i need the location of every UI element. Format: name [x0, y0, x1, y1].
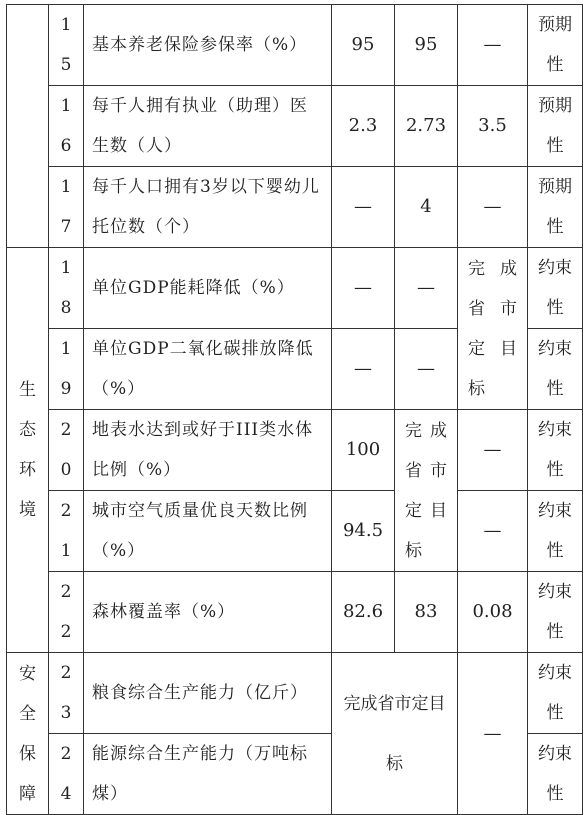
- table-row: [7, 572, 583, 653]
- average-value: —: [458, 5, 528, 86]
- nature-label: 约束性: [528, 410, 583, 491]
- indicator-name: 单位GDP二氧化碳排放降低（%）: [84, 329, 332, 410]
- nature-label: 约束性: [528, 572, 583, 653]
- row-number: 2 2: [49, 572, 84, 653]
- table-row: [7, 86, 583, 167]
- indicator-name: 单位GDP能耗降低（%）: [84, 248, 332, 329]
- row-number: 2 3: [49, 653, 84, 734]
- table-row: [7, 491, 583, 572]
- average-value: 3.5: [458, 86, 528, 167]
- row-number: 2 1: [49, 491, 84, 572]
- table-row: [7, 167, 583, 248]
- base-value: 100: [332, 410, 395, 491]
- indicator-name: 森林覆盖率（%）: [84, 572, 332, 653]
- indicator-table: [6, 4, 583, 815]
- target-value: 4: [395, 167, 458, 248]
- merged-goal-wide-cell: 完成省市定目标: [332, 653, 458, 815]
- base-value: —: [332, 329, 395, 410]
- indicator-name: 地表水达到或好于III类水体比例（%）: [84, 410, 332, 491]
- merged-target-cell: 完成省市定目标: [395, 410, 458, 572]
- indicator-name: 每千人口拥有3岁以下婴幼儿托位数（个）: [84, 167, 332, 248]
- average-value: —: [458, 410, 528, 491]
- indicator-name: 城市空气质量优良天数比例（%）: [84, 491, 332, 572]
- row-number: 1 8: [49, 248, 84, 329]
- nature-label: 约束性: [528, 248, 583, 329]
- table-row: [7, 248, 583, 329]
- nature-label: 约束性: [528, 734, 583, 815]
- target-value: —: [395, 329, 458, 410]
- nature-label: 约束性: [528, 491, 583, 572]
- table-row: [7, 653, 583, 734]
- base-value: 2.3: [332, 86, 395, 167]
- base-value: 95: [332, 5, 395, 86]
- average-value: 0.08: [458, 572, 528, 653]
- average-value: —: [458, 653, 528, 815]
- row-number: 1 9: [49, 329, 84, 410]
- nature-label: 预期性: [528, 86, 583, 167]
- target-value: 83: [395, 572, 458, 653]
- target-value: —: [395, 248, 458, 329]
- indicator-name: 粮食综合生产能力（亿斤）: [84, 653, 332, 734]
- row-number: 2 4: [49, 734, 84, 815]
- indicator-name: 能源综合生产能力（万吨标煤）: [84, 734, 332, 815]
- indicator-name: 基本养老保险参保率（%）: [84, 5, 332, 86]
- target-value: 2.73: [395, 86, 458, 167]
- indicator-name: 每千人拥有执业（助理）医生数（人）: [84, 86, 332, 167]
- row-number: 1 5: [49, 5, 84, 86]
- merged-goal-cell: 完成省市定目标: [458, 248, 528, 410]
- base-value: 94.5: [332, 491, 395, 572]
- nature-label: 预期性: [528, 167, 583, 248]
- category-ecology: 生态环境: [7, 248, 49, 653]
- base-value: 82.6: [332, 572, 395, 653]
- average-value: —: [458, 491, 528, 572]
- row-number: 2 0: [49, 410, 84, 491]
- row-number: 1 6: [49, 86, 84, 167]
- table-row: [7, 5, 583, 86]
- average-value: —: [458, 167, 528, 248]
- category-cell-empty: [7, 5, 49, 248]
- nature-label: 约束性: [528, 653, 583, 734]
- category-security: 安全保障: [7, 653, 49, 815]
- table-row: [7, 410, 583, 491]
- nature-label: 预期性: [528, 5, 583, 86]
- base-value: —: [332, 248, 395, 329]
- target-value: 95: [395, 5, 458, 86]
- base-value: —: [332, 167, 395, 248]
- row-number: 1 7: [49, 167, 84, 248]
- nature-label: 约束性: [528, 329, 583, 410]
